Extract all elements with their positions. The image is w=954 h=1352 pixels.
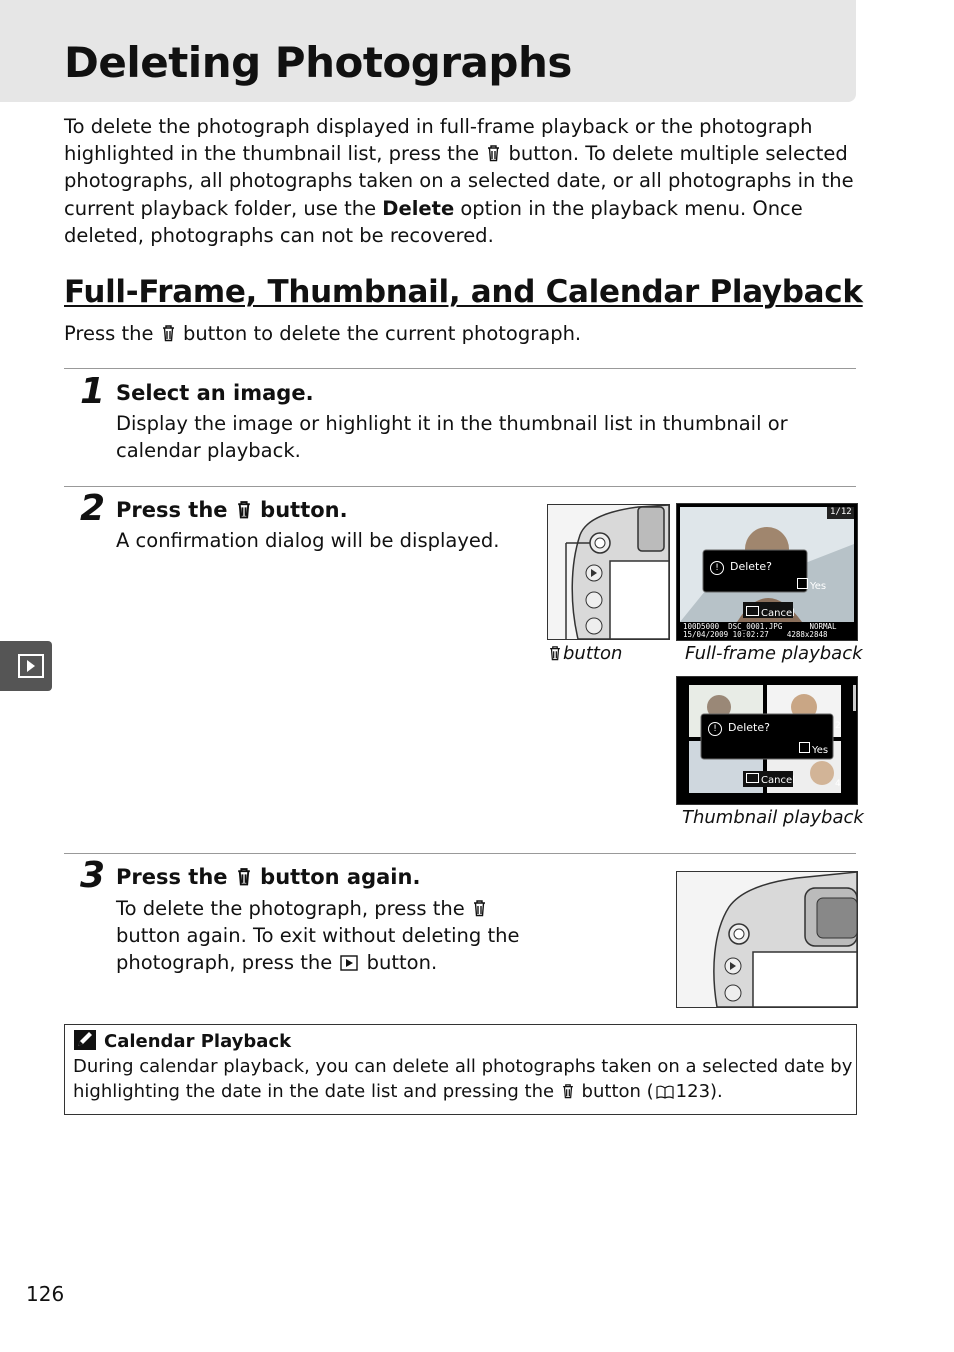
- info-folder: 100D5000: [683, 622, 720, 631]
- info-file: DSC_0001.JPG: [728, 622, 783, 631]
- body-text-3: button.: [366, 951, 438, 975]
- lead-text-2: button to delete the current photograph.: [182, 322, 582, 345]
- trash-icon: [562, 1084, 574, 1099]
- cancel-label: Cancel: [761, 608, 795, 619]
- intro-text-2: button. To delete multiple selected photographs, all photographs taken on a selected date, or all photographs in the current playback folder, use the: [64, 142, 854, 220]
- step-heading: [116, 498, 348, 522]
- intro-paragraph: [64, 113, 864, 249]
- lead-text-1: Press the: [64, 322, 154, 345]
- divider: [64, 368, 856, 369]
- warning-icon: !: [708, 722, 722, 736]
- dialog-title: [708, 721, 770, 736]
- playback-chapter-tab[interactable]: [0, 641, 52, 691]
- pencil-note-icon: [74, 1030, 96, 1050]
- thumbnail-caption: Thumbnail playback: [682, 807, 864, 828]
- trash-icon: [473, 900, 486, 917]
- cancel-label: Cancel: [761, 775, 795, 786]
- cancel-option: [746, 773, 795, 786]
- section-lead: [64, 320, 854, 347]
- body-text-1: To delete the photograph, press the: [116, 897, 465, 920]
- playback-icon: [746, 606, 759, 616]
- camera-back-illustration: [676, 871, 858, 1008]
- trash-icon: [237, 501, 251, 519]
- button-caption: [547, 643, 622, 664]
- thumbnail-playback-screen: [676, 676, 858, 805]
- heading-text: button again.: [260, 865, 421, 889]
- playback-icon: [340, 955, 358, 971]
- dialog-title: [710, 560, 772, 575]
- warning-icon: !: [710, 561, 724, 575]
- info-line-2: [683, 630, 828, 639]
- playback-icon: [0, 641, 52, 691]
- intro-text-1: To delete the photograph displayed in full-frame playback or the photograph highlighted in the thumbnail list, press the: [64, 115, 813, 166]
- playback-icon: [746, 773, 759, 783]
- delete-option: Delete: [382, 196, 455, 220]
- button-caption-text: button: [563, 643, 623, 664]
- note-text-3: 123).: [675, 1081, 723, 1102]
- trash-icon: [162, 325, 175, 342]
- trash-icon: [797, 578, 808, 589]
- info-quality: NORMAL: [809, 622, 837, 631]
- note-text-2: button (: [581, 1081, 654, 1102]
- intro-text-3: option in the playback menu. Once deleted, photographs can not be recovered.: [64, 196, 803, 247]
- heading-text: button.: [260, 498, 348, 522]
- note-title: Calendar Playback: [104, 1031, 292, 1052]
- dialog-title-text: Delete?: [728, 721, 770, 734]
- divider: [64, 853, 856, 854]
- trash-icon: [237, 868, 251, 886]
- step-number: 1: [80, 371, 106, 412]
- trash-icon: [549, 646, 561, 661]
- trash-icon: [487, 145, 500, 162]
- note-text: [73, 1054, 853, 1104]
- yes-option: [797, 578, 826, 592]
- yes-label: Yes: [810, 581, 827, 592]
- step-heading: [116, 865, 420, 889]
- step-number: 3: [80, 855, 106, 896]
- divider: [64, 486, 856, 487]
- yes-option: [799, 742, 828, 756]
- step-body: Display the image or highlight it in the thumbnail list in thumbnail or calendar playback.: [116, 412, 788, 463]
- fullframe-playback-screen: [676, 503, 858, 641]
- info-size: 4288x2848: [786, 630, 828, 639]
- section-heading: Full-Frame, Thumbnail, and Calendar Playback: [64, 274, 863, 310]
- info-date: 15/04/2009: [683, 630, 729, 639]
- thumb-index: 4: [835, 779, 841, 789]
- camera-drawing: [677, 872, 857, 1007]
- camera-back-illustration: [547, 504, 670, 640]
- body-text-2: button again. To exit without deleting the photograph, press the: [116, 924, 520, 975]
- yes-label: Yes: [812, 745, 829, 756]
- cancel-option: [746, 606, 795, 619]
- info-time: 10:02:27: [732, 630, 769, 639]
- camera-drawing: [548, 505, 669, 639]
- fullframe-caption: Full-frame playback: [685, 643, 863, 664]
- page-title: Deleting Photographs: [64, 38, 572, 87]
- dialog-title-text: Delete?: [730, 560, 772, 573]
- thumb-index: 2: [835, 721, 841, 731]
- trash-icon: [799, 742, 810, 753]
- heading-text: Press the: [116, 498, 228, 522]
- book-icon: [656, 1085, 674, 1099]
- note-text-1: During calendar playback, you can delete all photographs taken on a selected date by highlighting the date in the date list and pressing the: [73, 1056, 853, 1102]
- step-body: A confirmation dialog will be displayed.: [116, 529, 500, 552]
- page-number: 126: [26, 1282, 65, 1306]
- step-body: [116, 895, 526, 977]
- heading-text: Press the: [116, 865, 228, 889]
- step-heading: Select an image.: [116, 381, 314, 405]
- step-number: 2: [80, 488, 106, 529]
- frame-counter: 1/12: [830, 507, 852, 517]
